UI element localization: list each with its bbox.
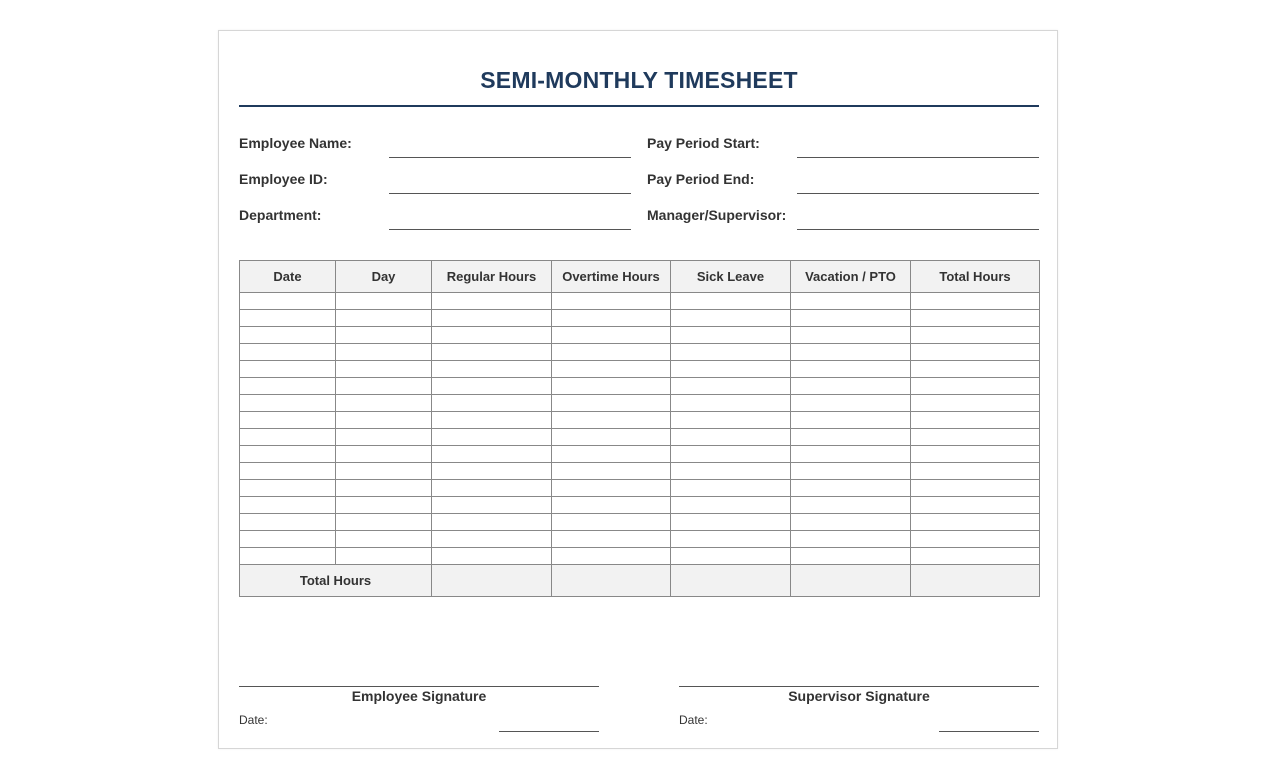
table-cell[interactable] xyxy=(911,514,1040,531)
table-cell[interactable] xyxy=(432,429,552,446)
supervisor-date-row xyxy=(679,713,1039,733)
table-row xyxy=(240,429,1040,446)
table-cell[interactable] xyxy=(911,480,1040,497)
table-cell[interactable] xyxy=(552,293,671,310)
table-cell[interactable] xyxy=(552,429,671,446)
manager-supervisor-field[interactable] xyxy=(797,229,1039,230)
table-cell[interactable] xyxy=(791,378,911,395)
column-header-sick-leave: Sick Leave xyxy=(671,261,791,293)
table-cell[interactable] xyxy=(432,463,552,480)
table-row xyxy=(240,446,1040,463)
info-row-3 xyxy=(239,206,1039,242)
table-row xyxy=(240,463,1040,480)
table-header-row xyxy=(240,261,1040,293)
table-cell[interactable] xyxy=(336,378,432,395)
table-cell[interactable] xyxy=(240,344,336,361)
table-cell[interactable] xyxy=(911,344,1040,361)
table-row xyxy=(240,514,1040,531)
table-cell[interactable] xyxy=(671,293,791,310)
table-cell[interactable] xyxy=(240,429,336,446)
table-cell[interactable] xyxy=(552,446,671,463)
table-cell[interactable] xyxy=(336,310,432,327)
table-cell[interactable] xyxy=(552,497,671,514)
table-cell[interactable] xyxy=(432,548,552,565)
table-cell[interactable] xyxy=(336,463,432,480)
table-cell[interactable] xyxy=(240,514,336,531)
table-cell[interactable] xyxy=(671,378,791,395)
table-cell[interactable] xyxy=(432,497,552,514)
table-cell[interactable] xyxy=(791,429,911,446)
table-cell[interactable] xyxy=(432,293,552,310)
table-cell[interactable] xyxy=(671,497,791,514)
timesheet-table xyxy=(239,260,1040,597)
table-row xyxy=(240,497,1040,514)
column-header-day: Day xyxy=(336,261,432,293)
employee-date-label: Date: xyxy=(239,713,268,727)
table-cell[interactable] xyxy=(671,429,791,446)
table-cell[interactable] xyxy=(336,446,432,463)
department-field[interactable] xyxy=(389,229,631,230)
table-cell[interactable] xyxy=(911,361,1040,378)
table-cell[interactable] xyxy=(432,531,552,548)
table-cell[interactable] xyxy=(336,395,432,412)
table-cell[interactable] xyxy=(336,361,432,378)
table-cell[interactable] xyxy=(432,344,552,361)
total-vacation-pto-cell[interactable] xyxy=(791,565,911,597)
table-cell[interactable] xyxy=(671,446,791,463)
column-header-overtime-hours: Overtime Hours xyxy=(552,261,671,293)
title-divider xyxy=(239,105,1039,107)
pay-period-end-field[interactable] xyxy=(797,193,1039,194)
table-cell[interactable] xyxy=(671,412,791,429)
table-cell[interactable] xyxy=(911,327,1040,344)
table-cell[interactable] xyxy=(791,531,911,548)
table-cell[interactable] xyxy=(791,293,911,310)
table-cell[interactable] xyxy=(791,395,911,412)
table-cell[interactable] xyxy=(671,327,791,344)
table-cell[interactable] xyxy=(432,412,552,429)
table-cell[interactable] xyxy=(240,480,336,497)
table-cell[interactable] xyxy=(336,480,432,497)
table-cell[interactable] xyxy=(911,463,1040,480)
table-row xyxy=(240,327,1040,344)
table-cell[interactable] xyxy=(791,327,911,344)
table-row xyxy=(240,412,1040,429)
table-cell[interactable] xyxy=(671,344,791,361)
info-row-1 xyxy=(239,134,1039,170)
table-cell[interactable] xyxy=(336,514,432,531)
total-total-hours-cell[interactable] xyxy=(911,565,1040,597)
table-cell[interactable] xyxy=(432,514,552,531)
table-cell[interactable] xyxy=(911,531,1040,548)
table-cell[interactable] xyxy=(336,327,432,344)
table-cell[interactable] xyxy=(671,361,791,378)
table-cell[interactable] xyxy=(791,446,911,463)
column-header-total-hours: Total Hours xyxy=(911,261,1040,293)
table-cell[interactable] xyxy=(671,395,791,412)
table-cell[interactable] xyxy=(671,480,791,497)
table-cell[interactable] xyxy=(240,548,336,565)
table-cell[interactable] xyxy=(336,429,432,446)
table-cell[interactable] xyxy=(911,429,1040,446)
supervisor-signature-label: Supervisor Signature xyxy=(788,688,930,704)
table-cell[interactable] xyxy=(552,361,671,378)
employee-name-label: Employee Name: xyxy=(239,135,352,151)
table-cell[interactable] xyxy=(336,497,432,514)
total-regular-hours-cell[interactable] xyxy=(432,565,552,597)
table-cell[interactable] xyxy=(240,531,336,548)
employee-info-section xyxy=(239,134,1039,242)
table-cell[interactable] xyxy=(552,531,671,548)
table-cell[interactable] xyxy=(552,480,671,497)
employee-id-field[interactable] xyxy=(389,193,631,194)
table-cell[interactable] xyxy=(552,344,671,361)
page-title: SEMI-MONTHLY TIMESHEET xyxy=(480,67,798,93)
table-cell[interactable] xyxy=(552,395,671,412)
table-cell[interactable] xyxy=(552,463,671,480)
table-cell[interactable] xyxy=(432,310,552,327)
table-cell[interactable] xyxy=(911,412,1040,429)
table-cell[interactable] xyxy=(432,446,552,463)
table-cell[interactable] xyxy=(336,531,432,548)
table-cell[interactable] xyxy=(336,344,432,361)
pay-period-end-label: Pay Period End: xyxy=(647,171,755,187)
table-cell[interactable] xyxy=(432,361,552,378)
timesheet-body xyxy=(240,293,1040,565)
table-cell[interactable] xyxy=(336,412,432,429)
table-cell[interactable] xyxy=(791,548,911,565)
employee-date-row xyxy=(239,713,599,733)
column-header-regular-hours: Regular Hours xyxy=(432,261,552,293)
supervisor-date-field[interactable] xyxy=(939,731,1039,732)
table-cell[interactable] xyxy=(791,361,911,378)
table-cell[interactable] xyxy=(911,293,1040,310)
total-sick-leave-cell[interactable] xyxy=(671,565,791,597)
table-cell[interactable] xyxy=(911,310,1040,327)
table-cell[interactable] xyxy=(552,548,671,565)
table-cell[interactable] xyxy=(911,497,1040,514)
total-overtime-hours-cell[interactable] xyxy=(552,565,671,597)
table-cell[interactable] xyxy=(240,446,336,463)
table-cell[interactable] xyxy=(240,310,336,327)
table-row xyxy=(240,361,1040,378)
table-row xyxy=(240,293,1040,310)
info-row-2 xyxy=(239,170,1039,206)
manager-supervisor-label: Manager/Supervisor: xyxy=(647,207,787,223)
table-cell[interactable] xyxy=(791,480,911,497)
table-row xyxy=(240,344,1040,361)
table-cell[interactable] xyxy=(552,310,671,327)
table-cell[interactable] xyxy=(432,378,552,395)
employee-signature-block xyxy=(239,686,599,733)
table-row xyxy=(240,531,1040,548)
table-cell[interactable] xyxy=(671,548,791,565)
table-cell[interactable] xyxy=(432,395,552,412)
table-cell[interactable] xyxy=(552,514,671,531)
table-cell[interactable] xyxy=(911,378,1040,395)
table-cell[interactable] xyxy=(791,497,911,514)
table-cell[interactable] xyxy=(432,327,552,344)
employee-signature-line[interactable] xyxy=(239,686,599,687)
total-hours-label: Total Hours xyxy=(240,565,432,597)
employee-signature-label: Employee Signature xyxy=(351,688,487,704)
table-cell[interactable] xyxy=(240,378,336,395)
table-row xyxy=(240,395,1040,412)
table-cell[interactable] xyxy=(791,310,911,327)
timesheet-page xyxy=(218,30,1058,749)
table-cell[interactable] xyxy=(240,497,336,514)
column-header-date: Date xyxy=(240,261,336,293)
department-label: Department: xyxy=(239,207,322,223)
column-header-vacation-pto: Vacation / PTO xyxy=(791,261,911,293)
table-cell[interactable] xyxy=(240,293,336,310)
employee-date-field[interactable] xyxy=(499,731,599,732)
table-row xyxy=(240,480,1040,497)
table-cell[interactable] xyxy=(671,310,791,327)
table-cell[interactable] xyxy=(671,514,791,531)
table-cell[interactable] xyxy=(911,446,1040,463)
employee-name-field[interactable] xyxy=(389,157,631,158)
table-cell[interactable] xyxy=(791,463,911,480)
table-cell[interactable] xyxy=(791,514,911,531)
table-cell[interactable] xyxy=(240,361,336,378)
table-cell[interactable] xyxy=(336,293,432,310)
supervisor-date-label: Date: xyxy=(679,713,708,727)
table-row xyxy=(240,548,1040,565)
table-cell[interactable] xyxy=(336,548,432,565)
table-cell[interactable] xyxy=(552,378,671,395)
table-row xyxy=(240,378,1040,395)
pay-period-start-label: Pay Period Start: xyxy=(647,135,760,151)
table-cell[interactable] xyxy=(911,395,1040,412)
table-cell[interactable] xyxy=(552,412,671,429)
table-cell[interactable] xyxy=(671,463,791,480)
supervisor-signature-block xyxy=(679,686,1039,733)
table-cell[interactable] xyxy=(240,395,336,412)
table-cell[interactable] xyxy=(432,480,552,497)
supervisor-signature-line[interactable] xyxy=(679,686,1039,687)
table-cell[interactable] xyxy=(671,531,791,548)
employee-id-label: Employee ID: xyxy=(239,171,328,187)
table-row xyxy=(240,310,1040,327)
table-cell[interactable] xyxy=(240,327,336,344)
table-cell[interactable] xyxy=(552,327,671,344)
pay-period-start-field[interactable] xyxy=(797,157,1039,158)
table-cell[interactable] xyxy=(791,344,911,361)
table-cell[interactable] xyxy=(791,412,911,429)
total-hours-row xyxy=(240,565,1040,597)
table-cell[interactable] xyxy=(240,463,336,480)
table-cell[interactable] xyxy=(911,548,1040,565)
table-cell[interactable] xyxy=(240,412,336,429)
